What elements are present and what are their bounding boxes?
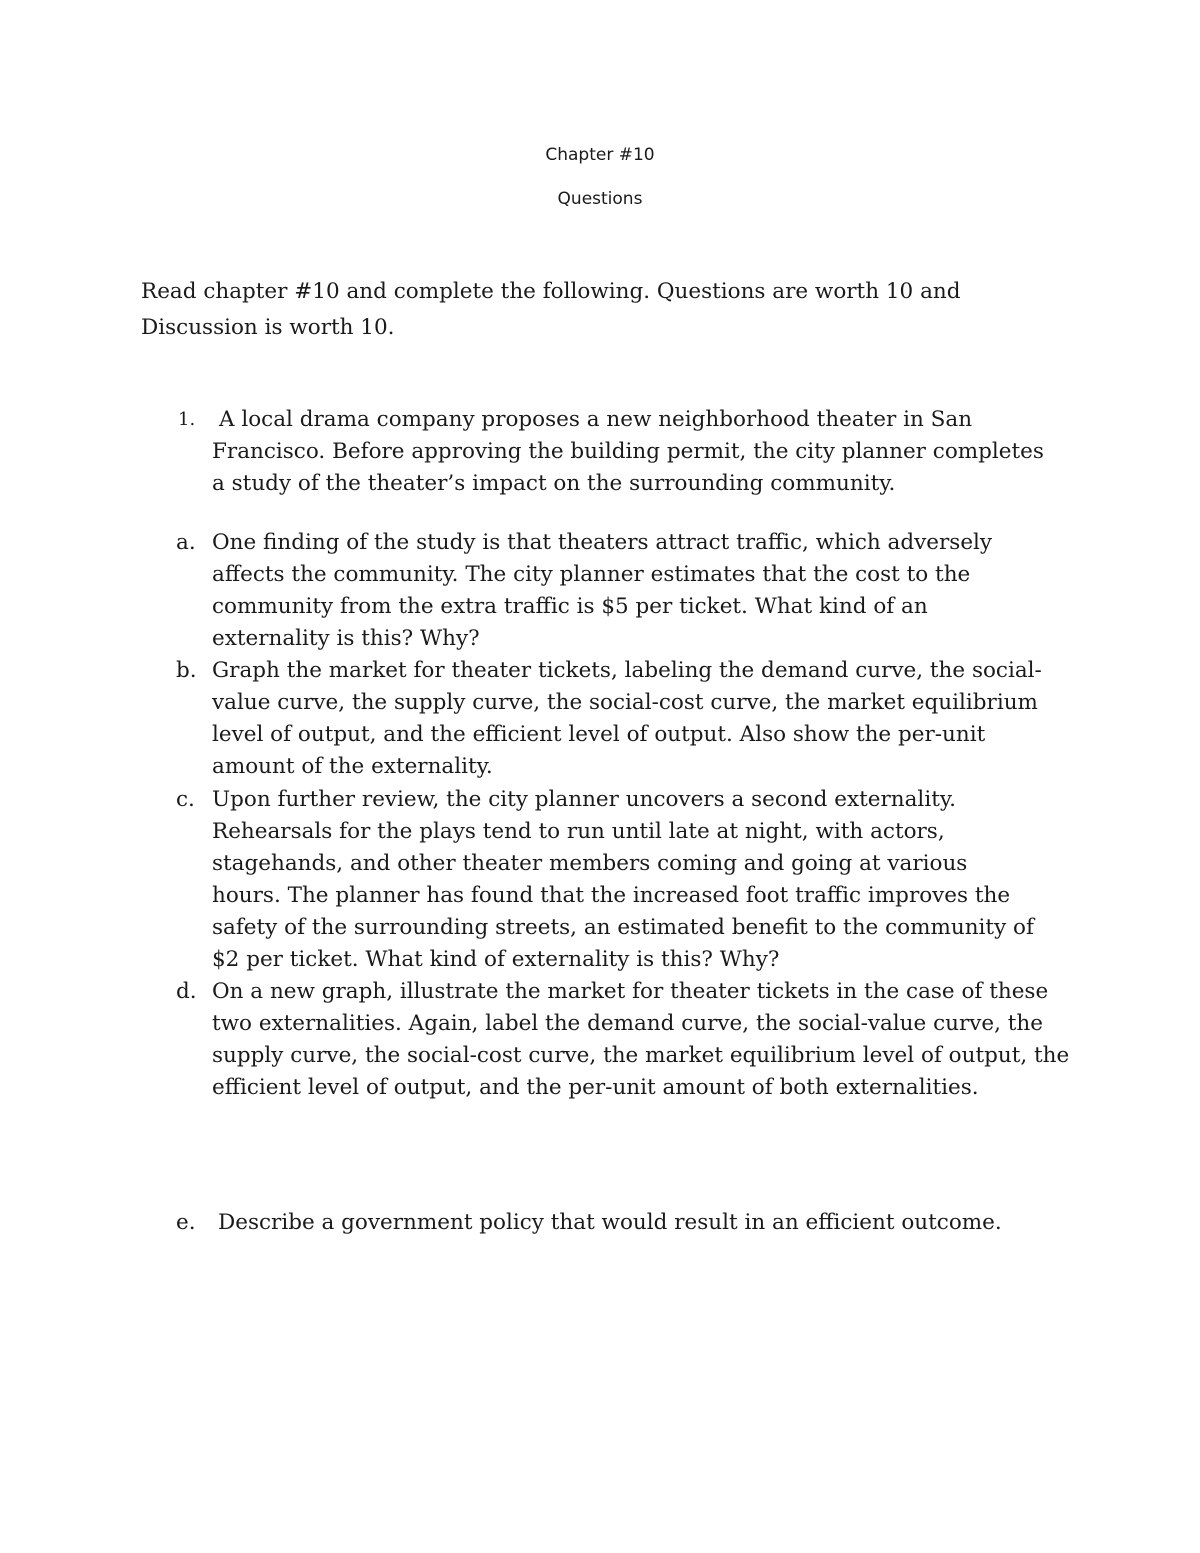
part-e-marker: e.: [176, 1210, 196, 1235]
intro-paragraph: Read chapter #10 and complete the following. Questions are worth 10 and Discussion is worth 10.: [141, 279, 961, 340]
part-c-marker: c.: [176, 787, 195, 812]
part-d-text: On a new graph, illustrate the market for theater tickets in the case of these two externalities. Again, label the demand curve, the social-value curve, the supply curve, the social-cost curve, the market equilibrium level of output, the efficient level of output, and the per-unit amount of both externalities.: [212, 979, 1070, 1100]
part-e-text: Describe a government policy that would result in an efficient outcome.: [218, 1210, 1002, 1235]
questions-heading: Questions: [557, 189, 643, 209]
part-a-marker: a.: [176, 530, 196, 555]
part-a-text: One finding of the study is that theaters attract traffic, which adversely affects the community. The city planner estimates that the cost to the community from the extra traffic is $5 per ticket. What kind of an externality is this? Why?: [212, 530, 993, 651]
part-b-text: Graph the market for theater tickets, labeling the demand curve, the social-value curve, the supply curve, the social-cost curve, the market equilibrium level of output, and the efficient level of output. Also show the per-unit amount of the externality.: [212, 658, 1042, 779]
part-c-text: Upon further review, the city planner uncovers a second externality. Rehearsals for the plays tend to run until late at night, with actors, stagehands, and other theater members coming and going at various hours. The planner has found that the increased foot traffic improves the safety of the surrounding streets, an estimated benefit to the community of $2 per ticket. What kind of externality is this? Why?: [212, 787, 1034, 972]
part-d-marker: d.: [176, 979, 197, 1004]
part-b-marker: b.: [176, 658, 197, 683]
question-text: A local drama company proposes a new neighborhood theater in San Francisco. Before approving the building permit, the city planner completes a study of the theater’s impact on the surrounding community.: [212, 407, 1044, 496]
chapter-title: Chapter #10: [545, 145, 655, 165]
question-number: 1.: [178, 409, 196, 430]
